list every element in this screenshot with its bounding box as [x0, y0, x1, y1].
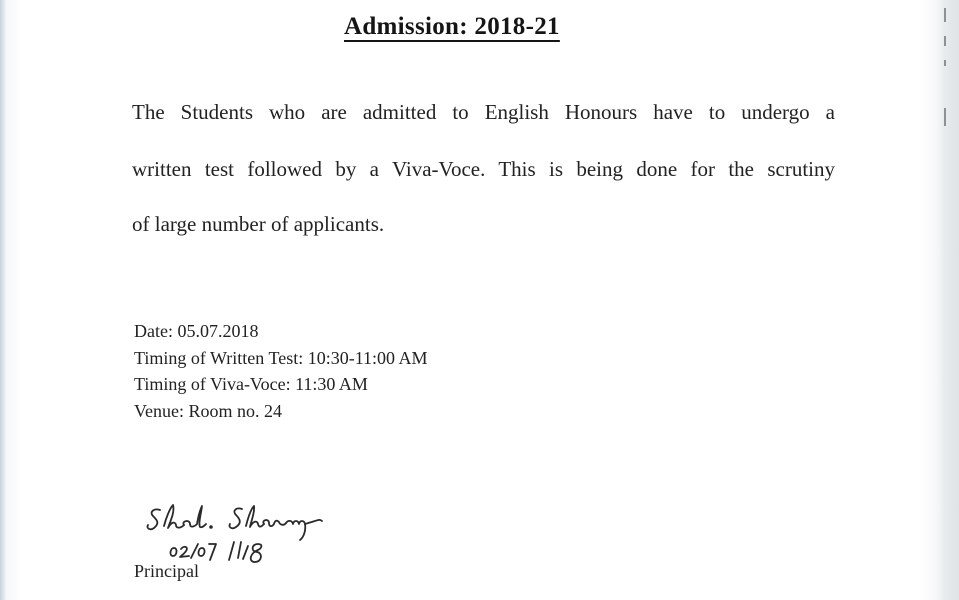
edge-mark — [944, 108, 946, 126]
edge-mark — [944, 8, 946, 22]
venue-line: Venue: Room no. 24 — [134, 400, 282, 421]
date-line: Date: 05.07.2018 — [134, 321, 259, 341]
written-test-timing: Timing of Written Test: 10:30-11:00 AM — [134, 347, 428, 368]
paragraph-line-3: of large number of applicants. — [132, 212, 385, 236]
edge-mark — [944, 60, 946, 66]
edge-mark — [944, 36, 946, 46]
paragraph-line-2: written test followed by a Viva-Voce. This is being done for the scrutiny — [132, 157, 835, 181]
paragraph-line-1: The Students who are admitted to English Honours have to undergo a — [132, 100, 835, 124]
page-right-edge — [938, 0, 959, 600]
page-left-shadow — [0, 0, 6, 600]
schedule-details — [134, 318, 428, 424]
viva-voce-timing: Timing of Viva-Voce: 11:30 AM — [134, 374, 368, 394]
notice-title: Admission: 2018-21 — [344, 13, 560, 40]
principal-label: Principal — [134, 561, 199, 581]
